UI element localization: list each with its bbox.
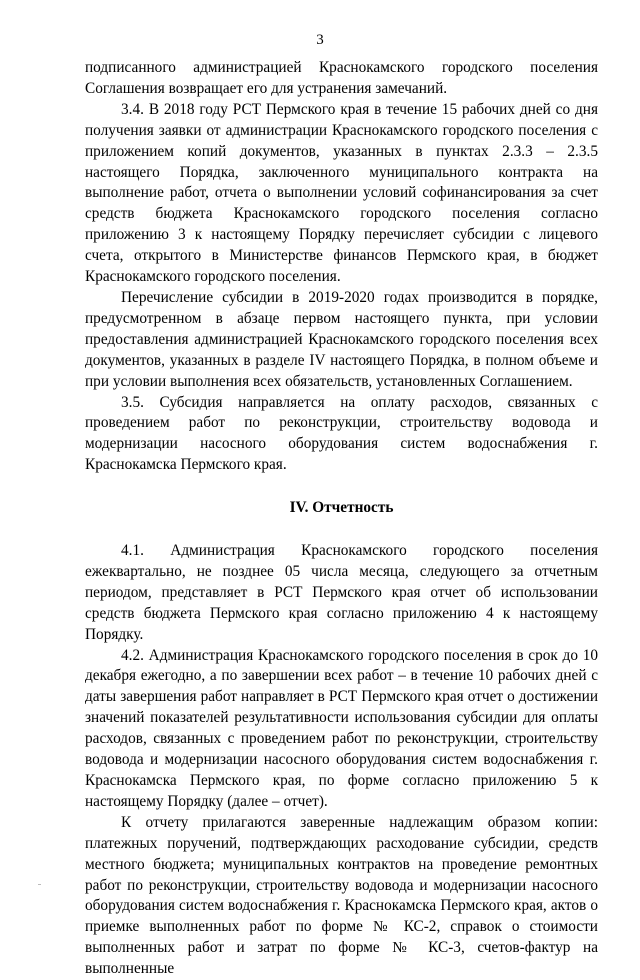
- paragraph-attachments: К отчету прилагаются заверенные надлежащим образом копии: платежных поручений, подтверждающих расходование субсидии, средств местного бюджета; муниципальных контрактов на проведение ремонтных работ по реконструкции, строительству водовода и модернизации насосного оборудования систем водоснабжения г. Краснокамска Пермского края, актов о приемке выполненных работ по форме № КС-2, справок о стоимости выполненных работ и затрат по форме № КС-3, счетов-фактур на выполненные: [85, 813, 598, 978]
- section-heading: IV. Отчетность: [289, 499, 394, 517]
- scan-artifact: [38, 884, 41, 885]
- paragraph-subsidy-transfer: Перечисление субсидии в 2019-2020 годах производится в порядке, предусмотренном в абзаце первом настоящего пункта, при условии предоставления администрацией Краснокамского городского поселения всех документов, указанных в разделе IV настоящего Порядка, в полном объеме и при условии выполнения всех обязательств, установленных Соглашением.: [85, 288, 598, 390]
- spacer: [85, 519, 598, 541]
- page-number: 3: [316, 32, 324, 48]
- paragraph-4-2: 4.2. Администрация Краснокамского городского поселения в срок до 10 декабря ежегодно, а по завершении всех работ – в течение 10 рабочих дней с даты завершения работ направляет в РСТ Пермского края отчет о достижении значений показателей результативности использования субсидии для оплаты расходов, связанных с проведением работ по реконструкции, строительству водовода и модернизации насосного оборудования систем водоснабжения г. Краснокамска Пермского края, по форме согласно приложению 5 к настоящему Порядку (далее – отчет).: [85, 646, 598, 810]
- paragraph-3-5: 3.5. Субсидия направляется на оплату расходов, связанных с проведением работ по реконструкции, строительству водовода и модернизации насосного оборудования систем водоснабжения г. Краснокамска Пермского края.: [85, 393, 598, 474]
- paragraph-3-4: 3.4. В 2018 году РСТ Пермского края в течение 15 рабочих дней со дня получения заявки от администрации Краснокамского городского поселения с приложением копий документов, указанных в пунктах 2.3.3 – 2.3.5 настоящего Порядка, заключенного муниципального контракта на выполнение работ, отчета о выполнении условий софинансирования за счет средств бюджета Краснокамского городского поселения согласно приложению 3 к настоящему Порядку перечисляет субсидии с лицевого счета, открытого в Министерстве финансов Пермского края, в бюджет Краснокамского городского поселения.: [85, 100, 598, 286]
- spacer: [85, 476, 598, 498]
- document-body: [85, 58, 598, 980]
- paragraph-continuation: подписанного администрацией Краснокамского городского поселения Соглашения возвращает его для устранения замечаний.: [85, 59, 598, 97]
- paragraph-4-1: 4.1. Администрация Краснокамского городского поселения ежеквартально, не позднее 05 числа месяца, следующего за отчетным периодом, представляет в РСТ Пермского края отчет об использовании средств бюджета Пермского края согласно приложению 4 к настоящему Порядку.: [85, 542, 598, 643]
